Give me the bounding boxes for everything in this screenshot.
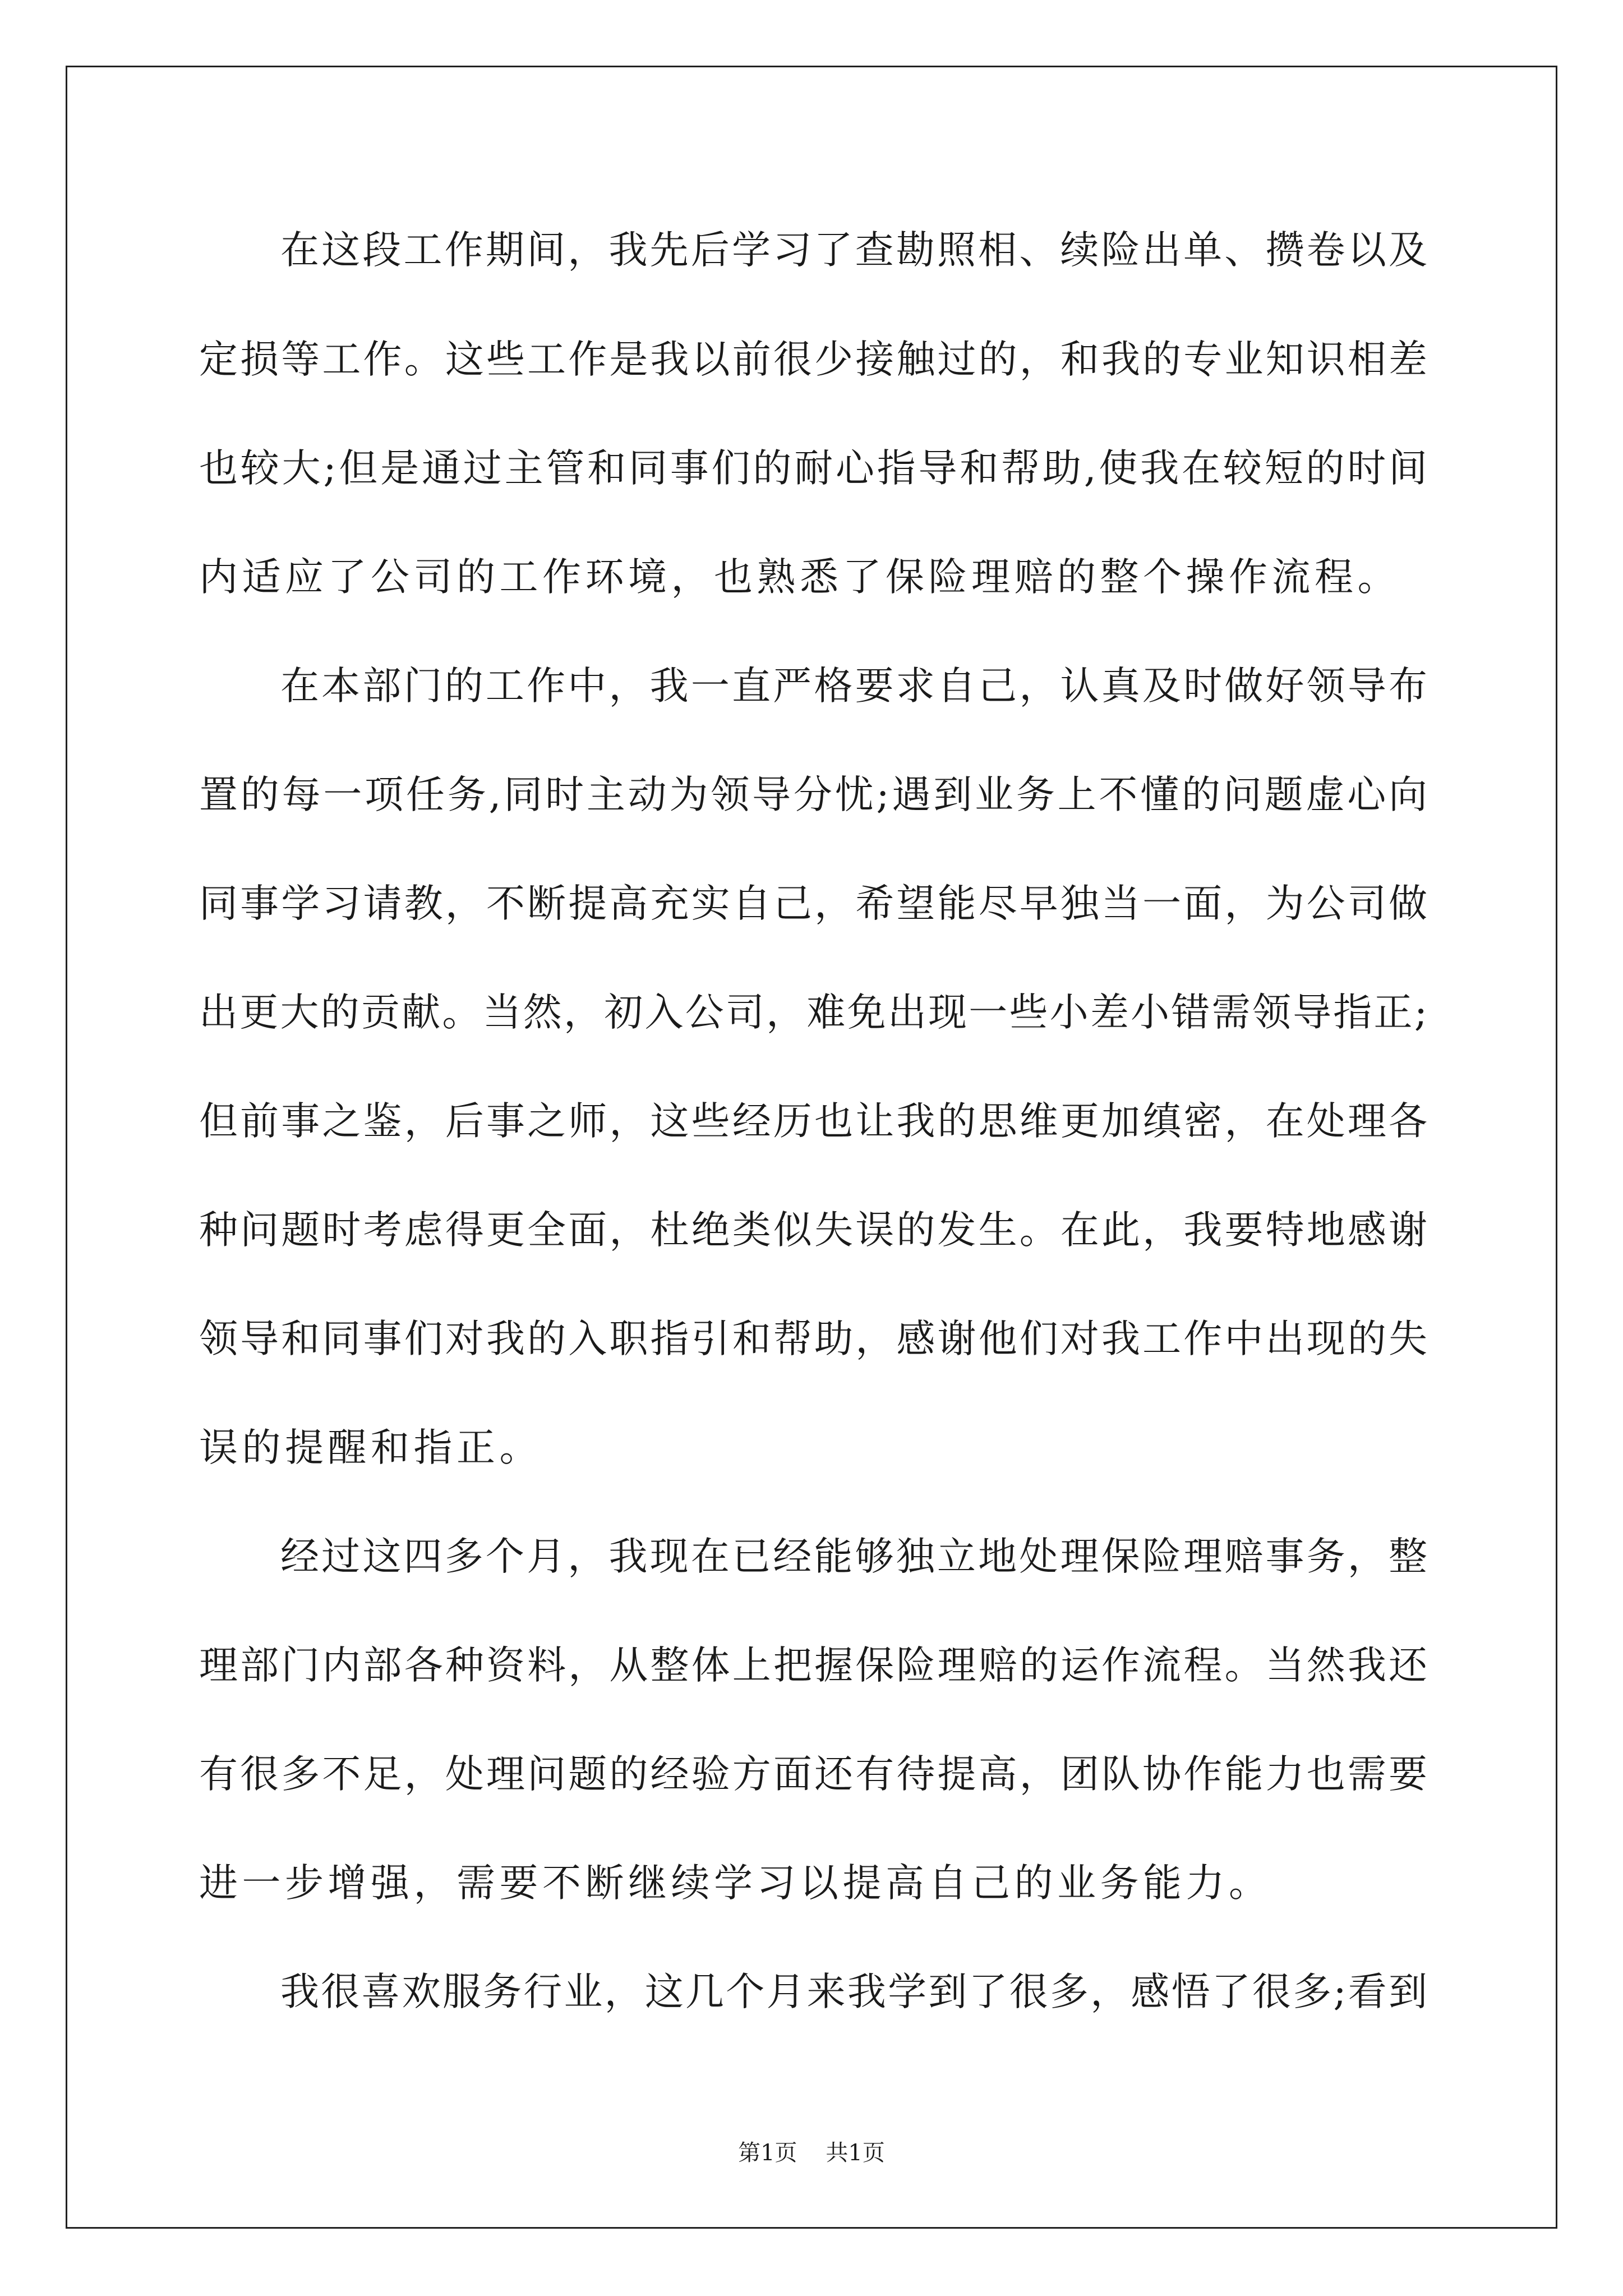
text-line: 理部门内部各种资料，从整体上把握保险理赔的运作流程。当然我还 bbox=[199, 1643, 1427, 1688]
text-line: 种问题时考虑得更全面，杜绝类似失误的发生。在此，我要特地感谢 bbox=[199, 1208, 1427, 1253]
text-line: 置的每一项任务,同时主动为领导分忧;遇到业务上不懂的问题虚心向 bbox=[199, 772, 1427, 817]
text-line: 定损等工作。这些工作是我以前很少接触过的，和我的专业知识相差 bbox=[199, 337, 1427, 382]
text-line: 经过这四多个月，我现在已经能够独立地处理保险理赔事务，整 bbox=[280, 1534, 1427, 1579]
text-line: 但前事之鉴，后事之师，这些经历也让我的思维更加缜密，在处理各 bbox=[199, 1099, 1427, 1144]
text-line: 领导和同事们对我的入职指引和帮助，感谢他们对我工作中出现的失 bbox=[199, 1317, 1427, 1361]
text-line: 在本部门的工作中，我一直严格要求自己，认真及时做好领导布 bbox=[280, 664, 1427, 708]
text-line: 有很多不足，处理问题的经验方面还有待提高，团队协作能力也需要 bbox=[199, 1752, 1427, 1797]
text-line: 进一步增强，需要不断继续学习以提高自己的业务能力。 bbox=[199, 1861, 1272, 1906]
text-line: 同事学习请教，不断提高充实自己，希望能尽早独当一面，为公司做 bbox=[199, 881, 1427, 926]
text-line: 我很喜欢服务行业，这几个月来我学到了很多，感悟了很多;看到 bbox=[280, 1970, 1427, 2014]
text-line: 在这段工作期间，我先后学习了查勘照相、续险出单、攒卷以及 bbox=[280, 228, 1427, 273]
text-line: 内适应了公司的工作环境，也熟悉了保险理赔的整个操作流程。 bbox=[199, 555, 1400, 600]
text-line: 出更大的贡献。当然，初入公司，难免出现一些小差小错需领导指正; bbox=[199, 990, 1427, 1035]
text-line: 也较大;但是通过主管和同事们的耐心指导和帮助,使我在较短的时间 bbox=[199, 446, 1427, 491]
page-number-footer: 第1页 共1页 bbox=[738, 2140, 885, 2166]
text-line: 误的提醒和指正。 bbox=[199, 1425, 542, 1470]
